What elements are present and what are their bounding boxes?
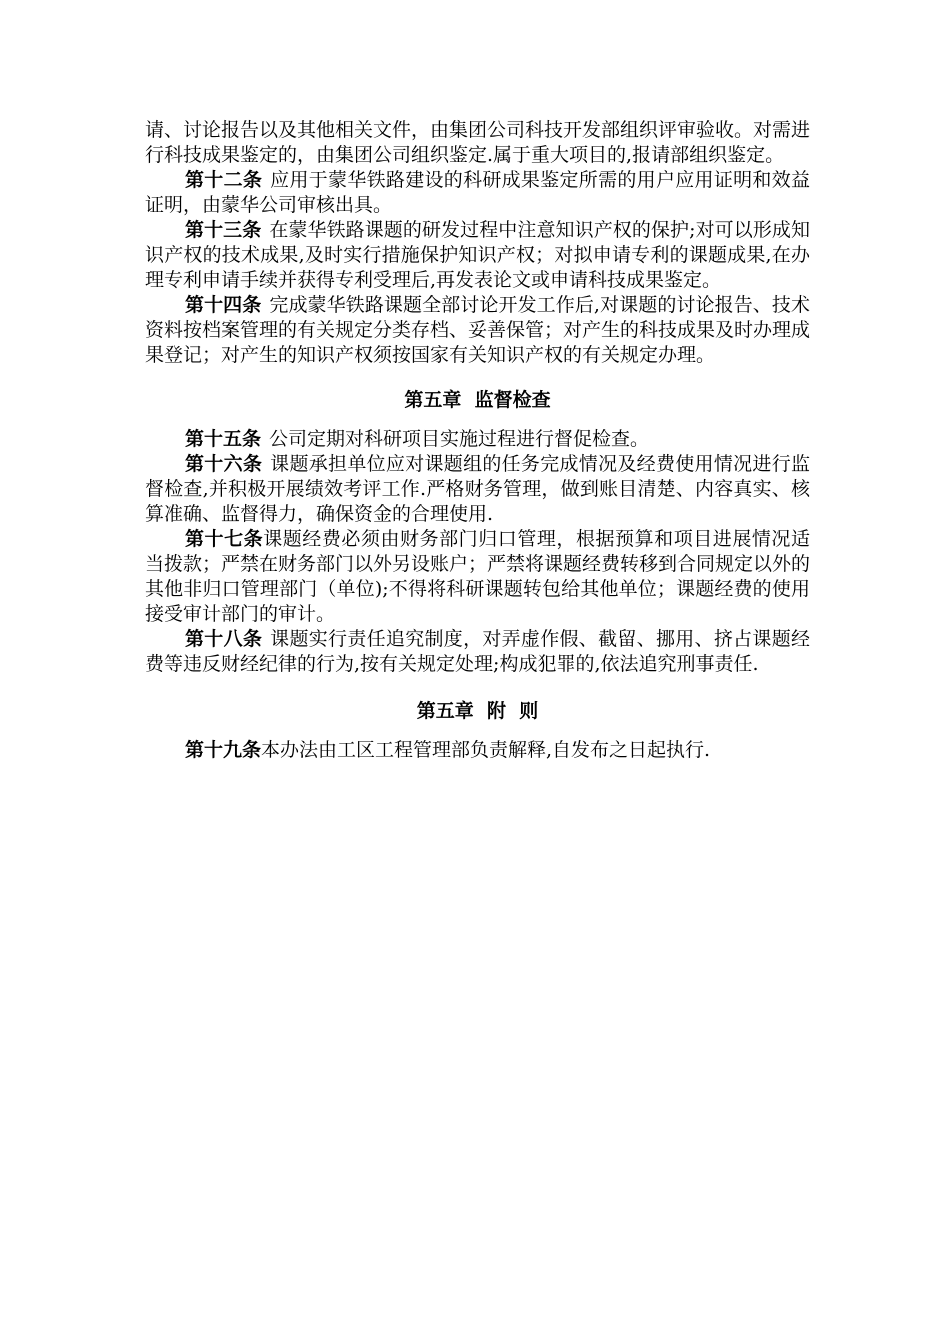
article-number: 第十三条 bbox=[185, 219, 262, 241]
article-number: 第十七条 bbox=[185, 528, 264, 550]
article-number: 第十六条 bbox=[185, 453, 263, 475]
article-text: 本办法由工区工程管理部负责解释,自发布之日起执行. bbox=[261, 739, 711, 761]
article-13 bbox=[145, 218, 810, 293]
chapter-title: 第五章 监督检查 bbox=[404, 389, 551, 411]
article-17 bbox=[145, 527, 810, 627]
article-text: 完成蒙华铁路课题全部讨论开发工作后,对课题的讨论报告、技术资料按档案管理的有关规定分类存档、妥善保管；对产生的科技成果及时办理成果登记；对产生的知识产权须按国家有关知识产权的有关规定办理。 bbox=[145, 294, 811, 366]
article-text: 应用于蒙华铁路建设的科研成果鉴定所需的用户应用证明和效益证明，由蒙华公司审核出具。 bbox=[145, 169, 810, 216]
article-15 bbox=[145, 427, 810, 452]
document-page bbox=[145, 118, 810, 763]
article-number: 第十九条 bbox=[185, 739, 262, 761]
article-number: 第十二条 bbox=[185, 169, 263, 191]
continuation-paragraph: 请、讨论报告以及其他相关文件，由集团公司科技开发部组织评审验收。对需进行科技成果鉴定的，由集团公司组织鉴定.属于重大项目的,报请部组织鉴定。 bbox=[145, 119, 811, 166]
article-text: 公司定期对科研项目实施过程进行督促检查。 bbox=[269, 428, 650, 450]
article-text: 课题承担单位应对课题组的任务完成情况及经费使用情况进行监督检查,并积极开展绩效考评工作.严格财务管理，做到账目清楚、内容真实、核算准确、监督得力，确保资金的合理使用. bbox=[145, 453, 810, 525]
chapter-heading-supervision bbox=[145, 388, 810, 413]
article-12 bbox=[145, 168, 810, 218]
article-14 bbox=[145, 293, 810, 368]
article-text: 课题经费必须由财务部门归口管理，根据预算和项目进展情况适当拨款；严禁在财务部门以外另设账户；严禁将课题经费转移到合同规定以外的其他非归口管理部门（单位);不得将科研课题转包给其他单位；课题经费的使用接受审计部门的审计。 bbox=[145, 528, 811, 625]
chapter-heading-supplementary bbox=[145, 699, 810, 724]
article-18 bbox=[145, 627, 810, 677]
chapter-title: 第五章 附 则 bbox=[416, 700, 539, 722]
article-number: 第十八条 bbox=[185, 628, 263, 650]
article-19 bbox=[145, 738, 810, 763]
article-number: 第十四条 bbox=[185, 294, 262, 316]
article-text: 课题实行责任追究制度，对弄虚作假、截留、挪用、挤占课题经费等违反财经纪律的行为,按有关规定处理;构成犯罪的,依法追究刑事责任. bbox=[145, 628, 810, 675]
article-number: 第十五条 bbox=[185, 428, 262, 450]
article-16 bbox=[145, 452, 810, 527]
article-text: 在蒙华铁路课题的研发过程中注意知识产权的保护;对可以形成知识产权的技术成果,及时实行措施保护知识产权；对拟申请专利的课题成果,在办理专利申请手续并获得专利受理后,再发表论文或申请科技成果鉴定。 bbox=[145, 219, 810, 291]
